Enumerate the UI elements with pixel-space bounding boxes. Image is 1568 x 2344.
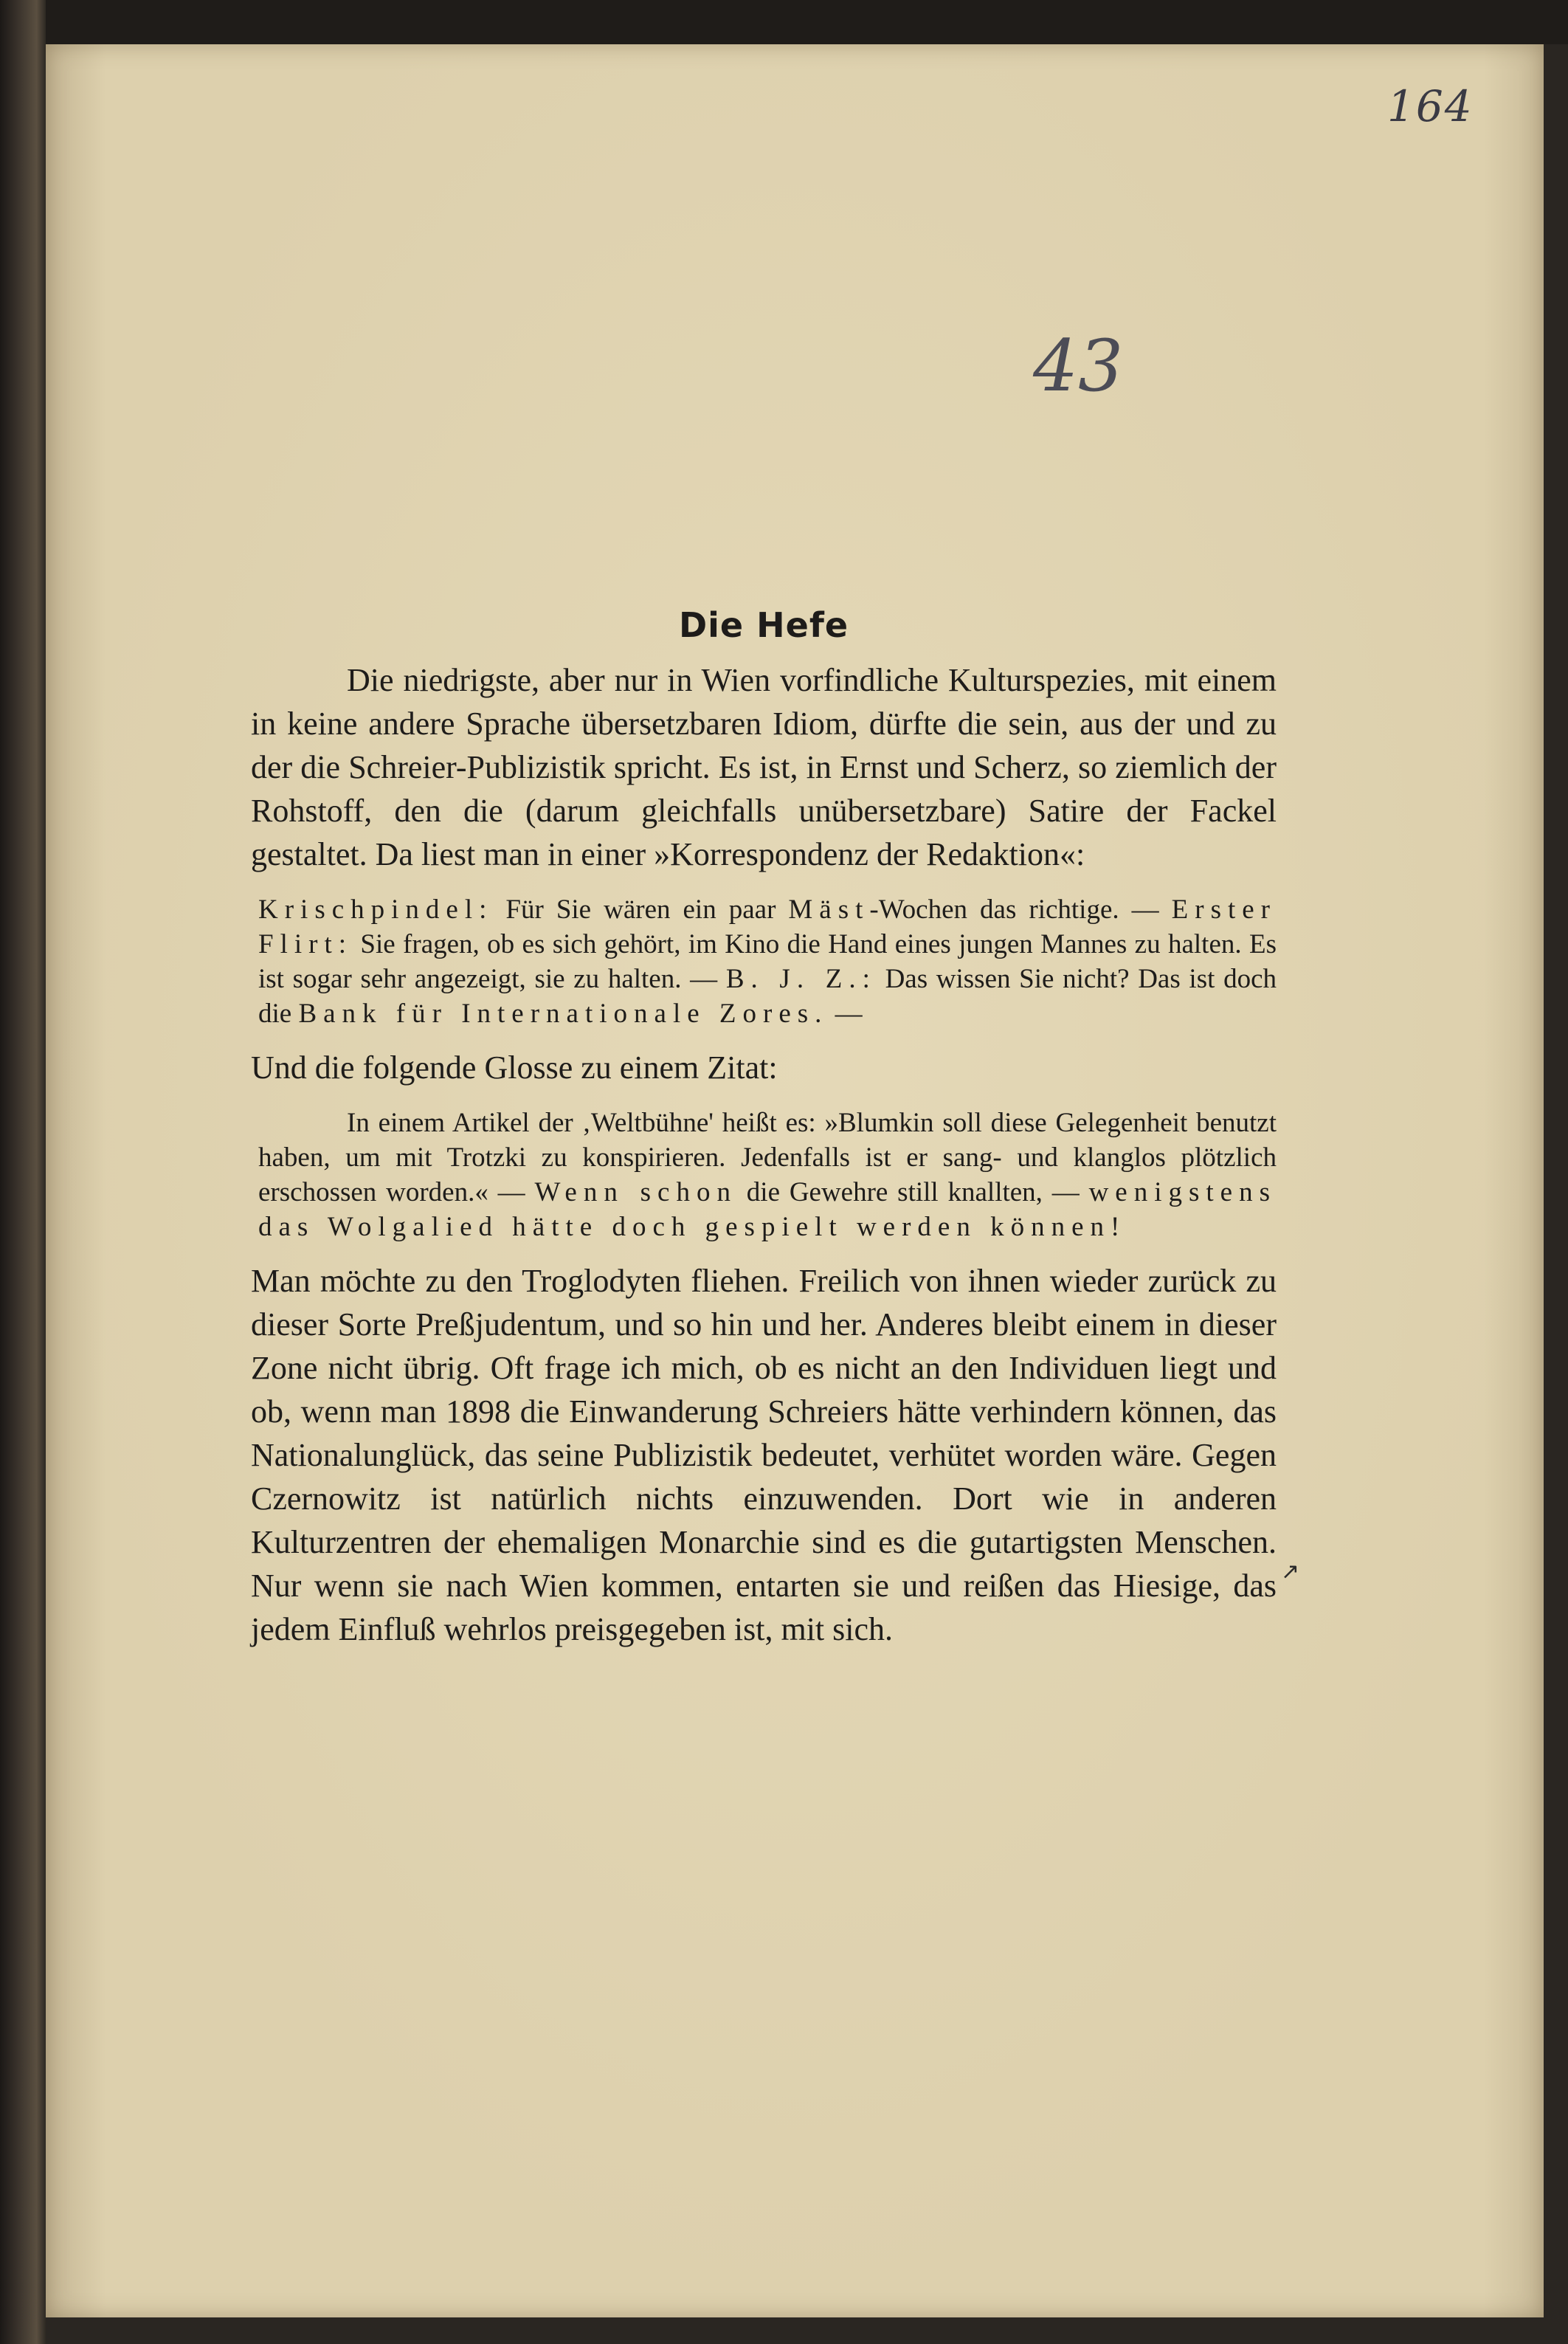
handwritten-page-number: 164 (1387, 81, 1474, 131)
scan-top-edge (46, 0, 1568, 44)
margin-pencil-mark: ↗ (1281, 1559, 1300, 1585)
quote-spaced-wolgalied: wenigstens das Wolgalied hätte doch gespielt werden können! (258, 1177, 1277, 1242)
quote-weltbuehne (258, 1106, 1277, 1244)
paragraph-intro: Die niedrigste, aber nur in Wien vorfindliche Kulturspezies, mit einem in keine andere Sprache übersetzbaren Idiom, dürfte die sein, aus der und zu der die Schreier-Publizistik spricht. Es ist, in Ernst und Scherz, so ziemlich der Rohstoff, den die (darum gleichfalls unübersetzbare) Satire der Fackel gestaltet. Da liest man in einer »Korrespondenz der Redaktion«: (251, 662, 1277, 872)
quote-text: Das wissen Sie nicht? Das ist doch die (258, 964, 1277, 1029)
quote-text: -Wochen das richtige. — (869, 894, 1172, 925)
paragraph-glosse-intro: Und die folgende Glosse zu einem Zitat: (251, 1049, 778, 1086)
quote-spaced-wenn-schon: Wenn schon (534, 1177, 737, 1207)
handwritten-folio-mark: 43 (1033, 325, 1124, 407)
quote-text: In einem Artikel der ‚Weltbühne' heißt es: »Blumkin soll diese Gelegenheit benutzt haben, um mit Trotzki zu konspirieren. Jedenfalls ist er sang- und klanglos plötzlich erschossen worden.« — (258, 1108, 1277, 1207)
article-title: Die Hefe (678, 605, 849, 645)
quote-text: die Gewehre still knallten, — (736, 1177, 1089, 1207)
quote-text: — (828, 999, 863, 1029)
quote-name-krischpindel: Krischpindel: (258, 894, 494, 925)
quote-name-bjz: B. J. Z.: (725, 964, 877, 994)
quote-name-bank: Bank für Internationale Zores. (298, 999, 829, 1029)
quote-correspondence (258, 892, 1277, 1031)
paragraph-troglodyten: Man möchte zu den Troglodyten fliehen. Freilich von ihnen wieder zurück zu dieser Sorte Preßjudentum, und so hin und her. Anderes bleibt einem in dieser Zone nicht übrig. Oft frage ich mich, ob es nicht an den Individuen liegt und ob, wenn man 1898 die Einwanderung Schreiers hätte verhindern können, das Nationalunglück, das seine Publizistik bedeutet, verhütet worden wäre. Gegen Czernowitz ist natürlich nichts einzuwenden. Dort wie in anderen Kulturzentren der ehemaligen Monarchie sind es die gutartigsten Menschen. Nur wenn sie nach Wien kommen, entarten sie und reißen das Hiesige, das jedem Einfluß wehrlos preisgegeben ist, mit sich. (251, 1263, 1277, 1647)
article-body (251, 605, 1277, 1651)
quote-text: Für Sie wären ein paar (493, 894, 789, 925)
quote-text: Sie fragen, ob es sich gehört, im Kino die Hand eines jungen Mannes zu halten. Es ist sogar sehr angezeigt, sie zu halten. — (258, 929, 1277, 994)
quote-name-erster-flirt: Erster Flirt: (258, 894, 1277, 959)
book-binding (0, 0, 46, 2344)
quote-name-maest: Mäst (788, 894, 870, 925)
